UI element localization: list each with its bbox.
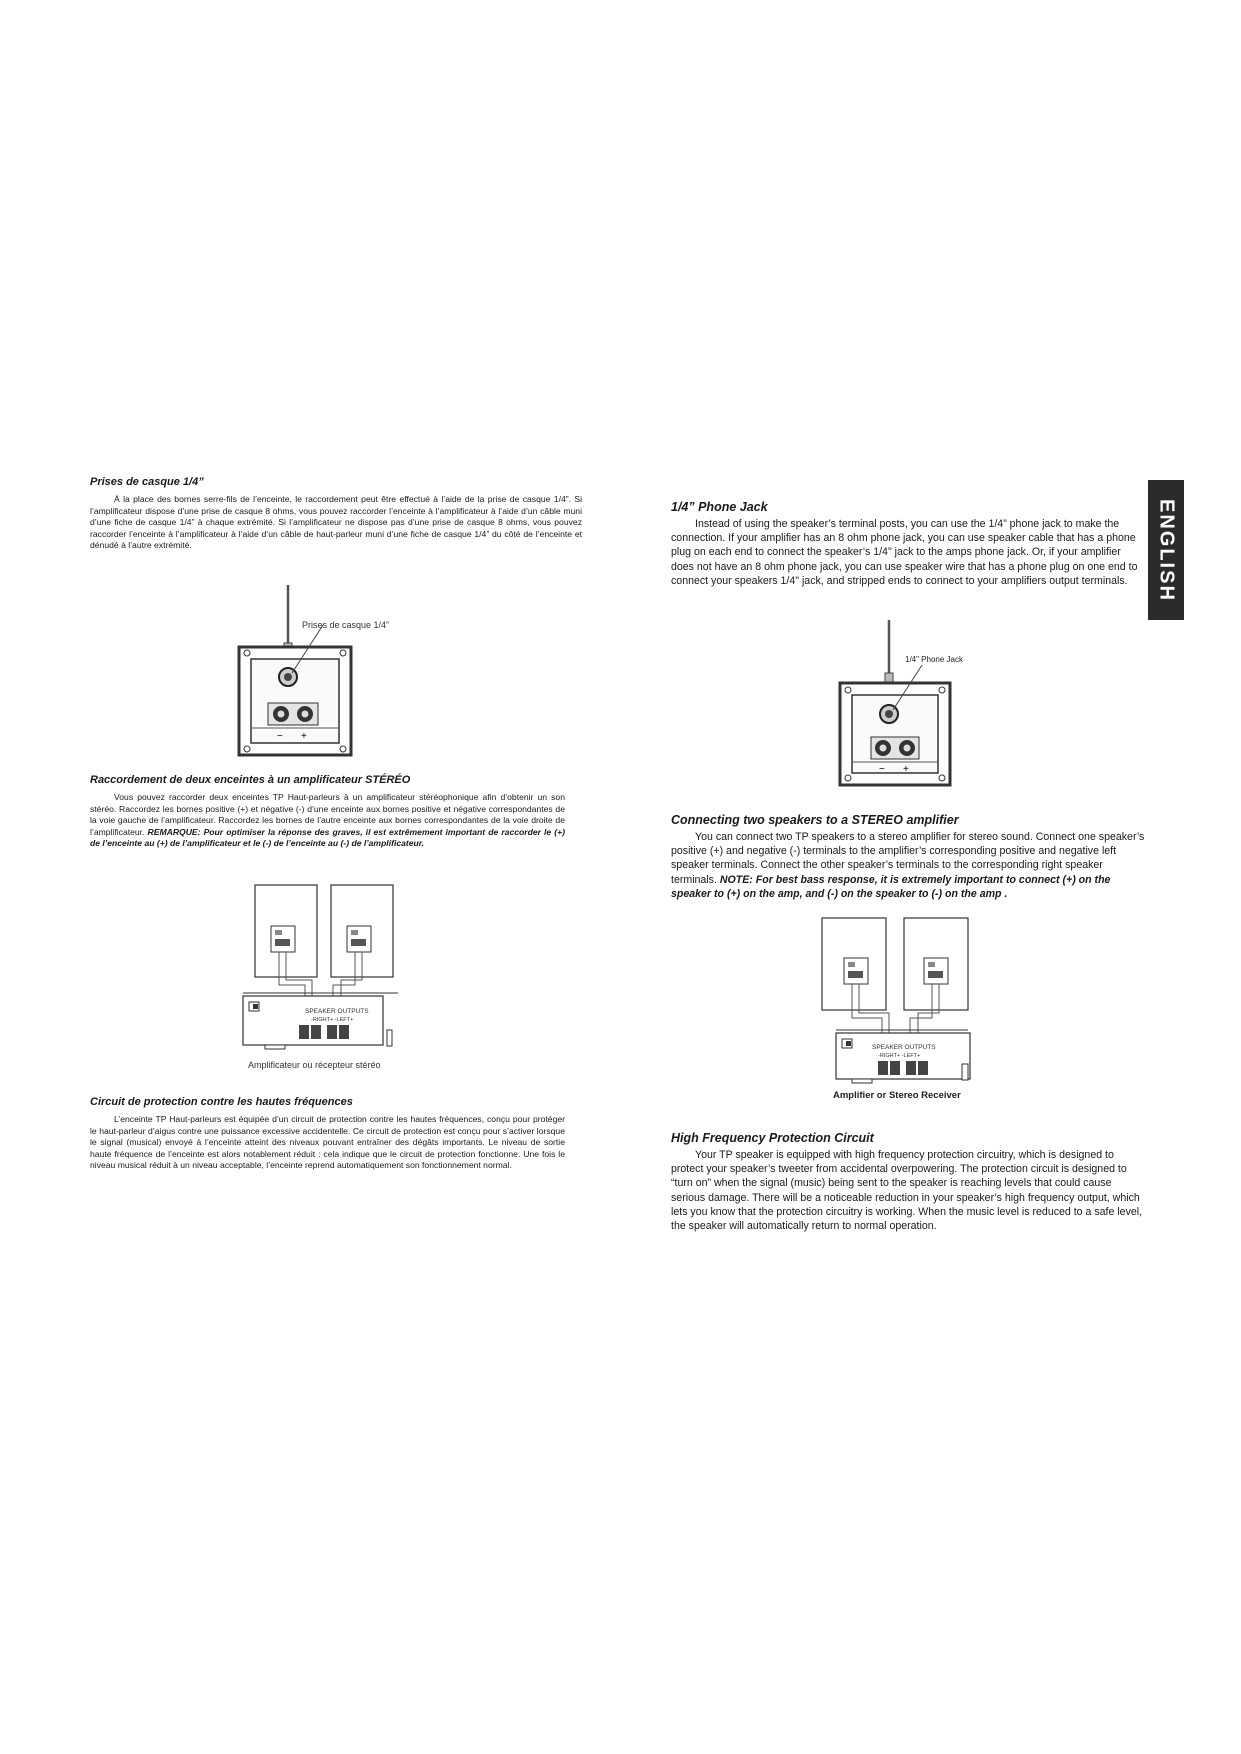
- fr-plus-label: +: [301, 731, 307, 742]
- en-body-protection: Your TP speaker is equipped with high frequency protection circuitry, which is designed to protect your speaker’s tweeter from accidental overpowering. The protection circuit is designed to “turn on” when the signal (music) being sent to the speaker is reaching levels that could cause serious damage. There will be a noticeable reduction in your speaker’s high frequency output, which lets you know that the protection circuitry is working. When the music level is reduced to a safe level, the speaker will automatically return to normal operation.: [671, 1149, 1143, 1233]
- fr-right-left-label: -RIGHT+ -LEFT+: [311, 1017, 354, 1023]
- en-note-two-speakers: NOTE: For best bass response, it is extremely important to connect (+) on the speaker to (+) on the amp, and (-) on the speaker to (-) on the amp .: [671, 873, 1111, 900]
- english-tab-label: ENGLISH: [1155, 498, 1178, 602]
- fr-note-two-speakers: REMARQUE: Pour optimiser la réponse des graves, il est extrêmement important de raccorder le (+) de l’enceinte au (+) de l’amplificateur et le (-) de l’enceinte au (-) de l’amplificateur.: [90, 826, 565, 849]
- fr-stereo-diagram: [255, 885, 405, 1070]
- fr-heading-phone-jack: Prises de casque 1/4”: [90, 476, 204, 488]
- fr-fig1-caption: Prises de casque 1/4”: [302, 620, 390, 630]
- fr-body-phone-jack: À la place des bornes serre-fils de l’enceinte, le raccordement peut être effectué à l’aide de la prise de casque 1/4”. Si l’amplificateur dispose d’une prise de casque 8 ohms, vous pouvez raccorder l’enceinte à l’amplificateur à l’aide d’un câble muni d’une fiche de casque 1/4” à chaque extrémité. Si l’amplificateur ne dispose pas d’une prise de casque 8 ohms, vous pouvez raccorder l’enceinte à l’amplificateur à l’aide d’un câble de haut-parleur muni d’une fiche de casque 1/4” du côté de l’enceinte et dénudé à l’autre extrémité.: [90, 494, 582, 551]
- fr-minus-label: −: [277, 731, 283, 742]
- en-right-left-label: -RIGHT+ -LEFT+: [878, 1053, 921, 1059]
- fr-speaker-outputs-label: SPEAKER OUTPUTS: [305, 1008, 369, 1015]
- fr-fig2-caption: Amplificateur ou récepteur stéréo: [248, 1060, 381, 1070]
- en-phone-jack-diagram: [840, 620, 1020, 790]
- fr-body-two-speakers-text: Vous pouvez raccorder deux enceintes TP Haut-parleurs à un amplificateur stéréophonique afin d’obtenir un son stéréo. Raccordez les bornes positive (+) et négative (-) d’une enceinte aux bornes positive et négative correspondantes de la voie gauche de l’amplificateur. Raccordez les bornes de l’autre enceinte aux bornes correspondantes de la voie droite de l’amplificateur.: [90, 792, 565, 837]
- en-fig2-caption: Amplifier or Stereo Receiver: [833, 1090, 961, 1101]
- fr-phone-jack-diagram: [230, 585, 410, 760]
- en-heading-protection: High Frequency Protection Circuit: [671, 1131, 874, 1145]
- en-stereo-diagram: [822, 918, 974, 1098]
- en-speaker-outputs-label: SPEAKER OUTPUTS: [872, 1044, 936, 1051]
- fr-body-protection: L’enceinte TP Haut-parleurs est équipée d’un circuit de protection contre les hautes fréquences, conçu pour protéger le haut-parleur d’aigus contre une puissance excessive accidentelle. Ce circuit de protection est conçu pour s’activer lorsque le signal (musical) envoyé à l’enceinte atteint des niveaux pouvant entraîner des dégâts importants. Le niveau de sortie haute fréquence de l’enceinte est alors notablement réduit : cela indique que le circuit de protection fonctionne. Une fois le niveau musical réduit à un niveau acceptable, l’enceinte reprend automatiquement son fonctionnement normal.: [90, 1114, 565, 1171]
- en-heading-two-speakers: Connecting two speakers to a STEREO amplifier: [671, 813, 959, 827]
- fr-body-two-speakers: [90, 792, 565, 850]
- en-body-two-speakers-text: You can connect two TP speakers to a stereo amplifier for stereo sound. Connect one speaker’s positive (+) and negative (-) terminals to the amplifier’s corresponding positive and negative left speaker terminals. Connect the other speaker’s terminals to the corresponding right speaker terminals.: [671, 831, 1145, 886]
- en-heading-phone-jack: 1/4” Phone Jack: [671, 500, 768, 514]
- en-body-phone-jack: Instead of using the speaker’s terminal posts, you can use the 1/4” phone jack to make the connection. If your amplifier has an 8 ohm phone jack, you can use speaker cable that has a phone plug on each end to connect the speaker’s 1/4" jack to the amps phone jack. Or, if your amplifier does not have an 8 ohm phone jack, you can use speaker wire that has a phone plug on one end to connect your speakers 1/4" jack, and stripped ends to connect to your amplifiers output terminals.: [671, 518, 1138, 587]
- fr-heading-two-speakers: Raccordement de deux enceintes à un amplificateur STÉRÉO: [90, 774, 411, 786]
- en-fig1-caption: 1/4" Phone Jack: [905, 655, 963, 664]
- en-minus-label: −: [879, 764, 885, 775]
- english-tab: [1148, 480, 1184, 620]
- en-plus-label: +: [903, 764, 909, 775]
- en-body-two-speakers: [671, 830, 1145, 901]
- fr-heading-protection: Circuit de protection contre les hautes fréquences: [90, 1096, 353, 1108]
